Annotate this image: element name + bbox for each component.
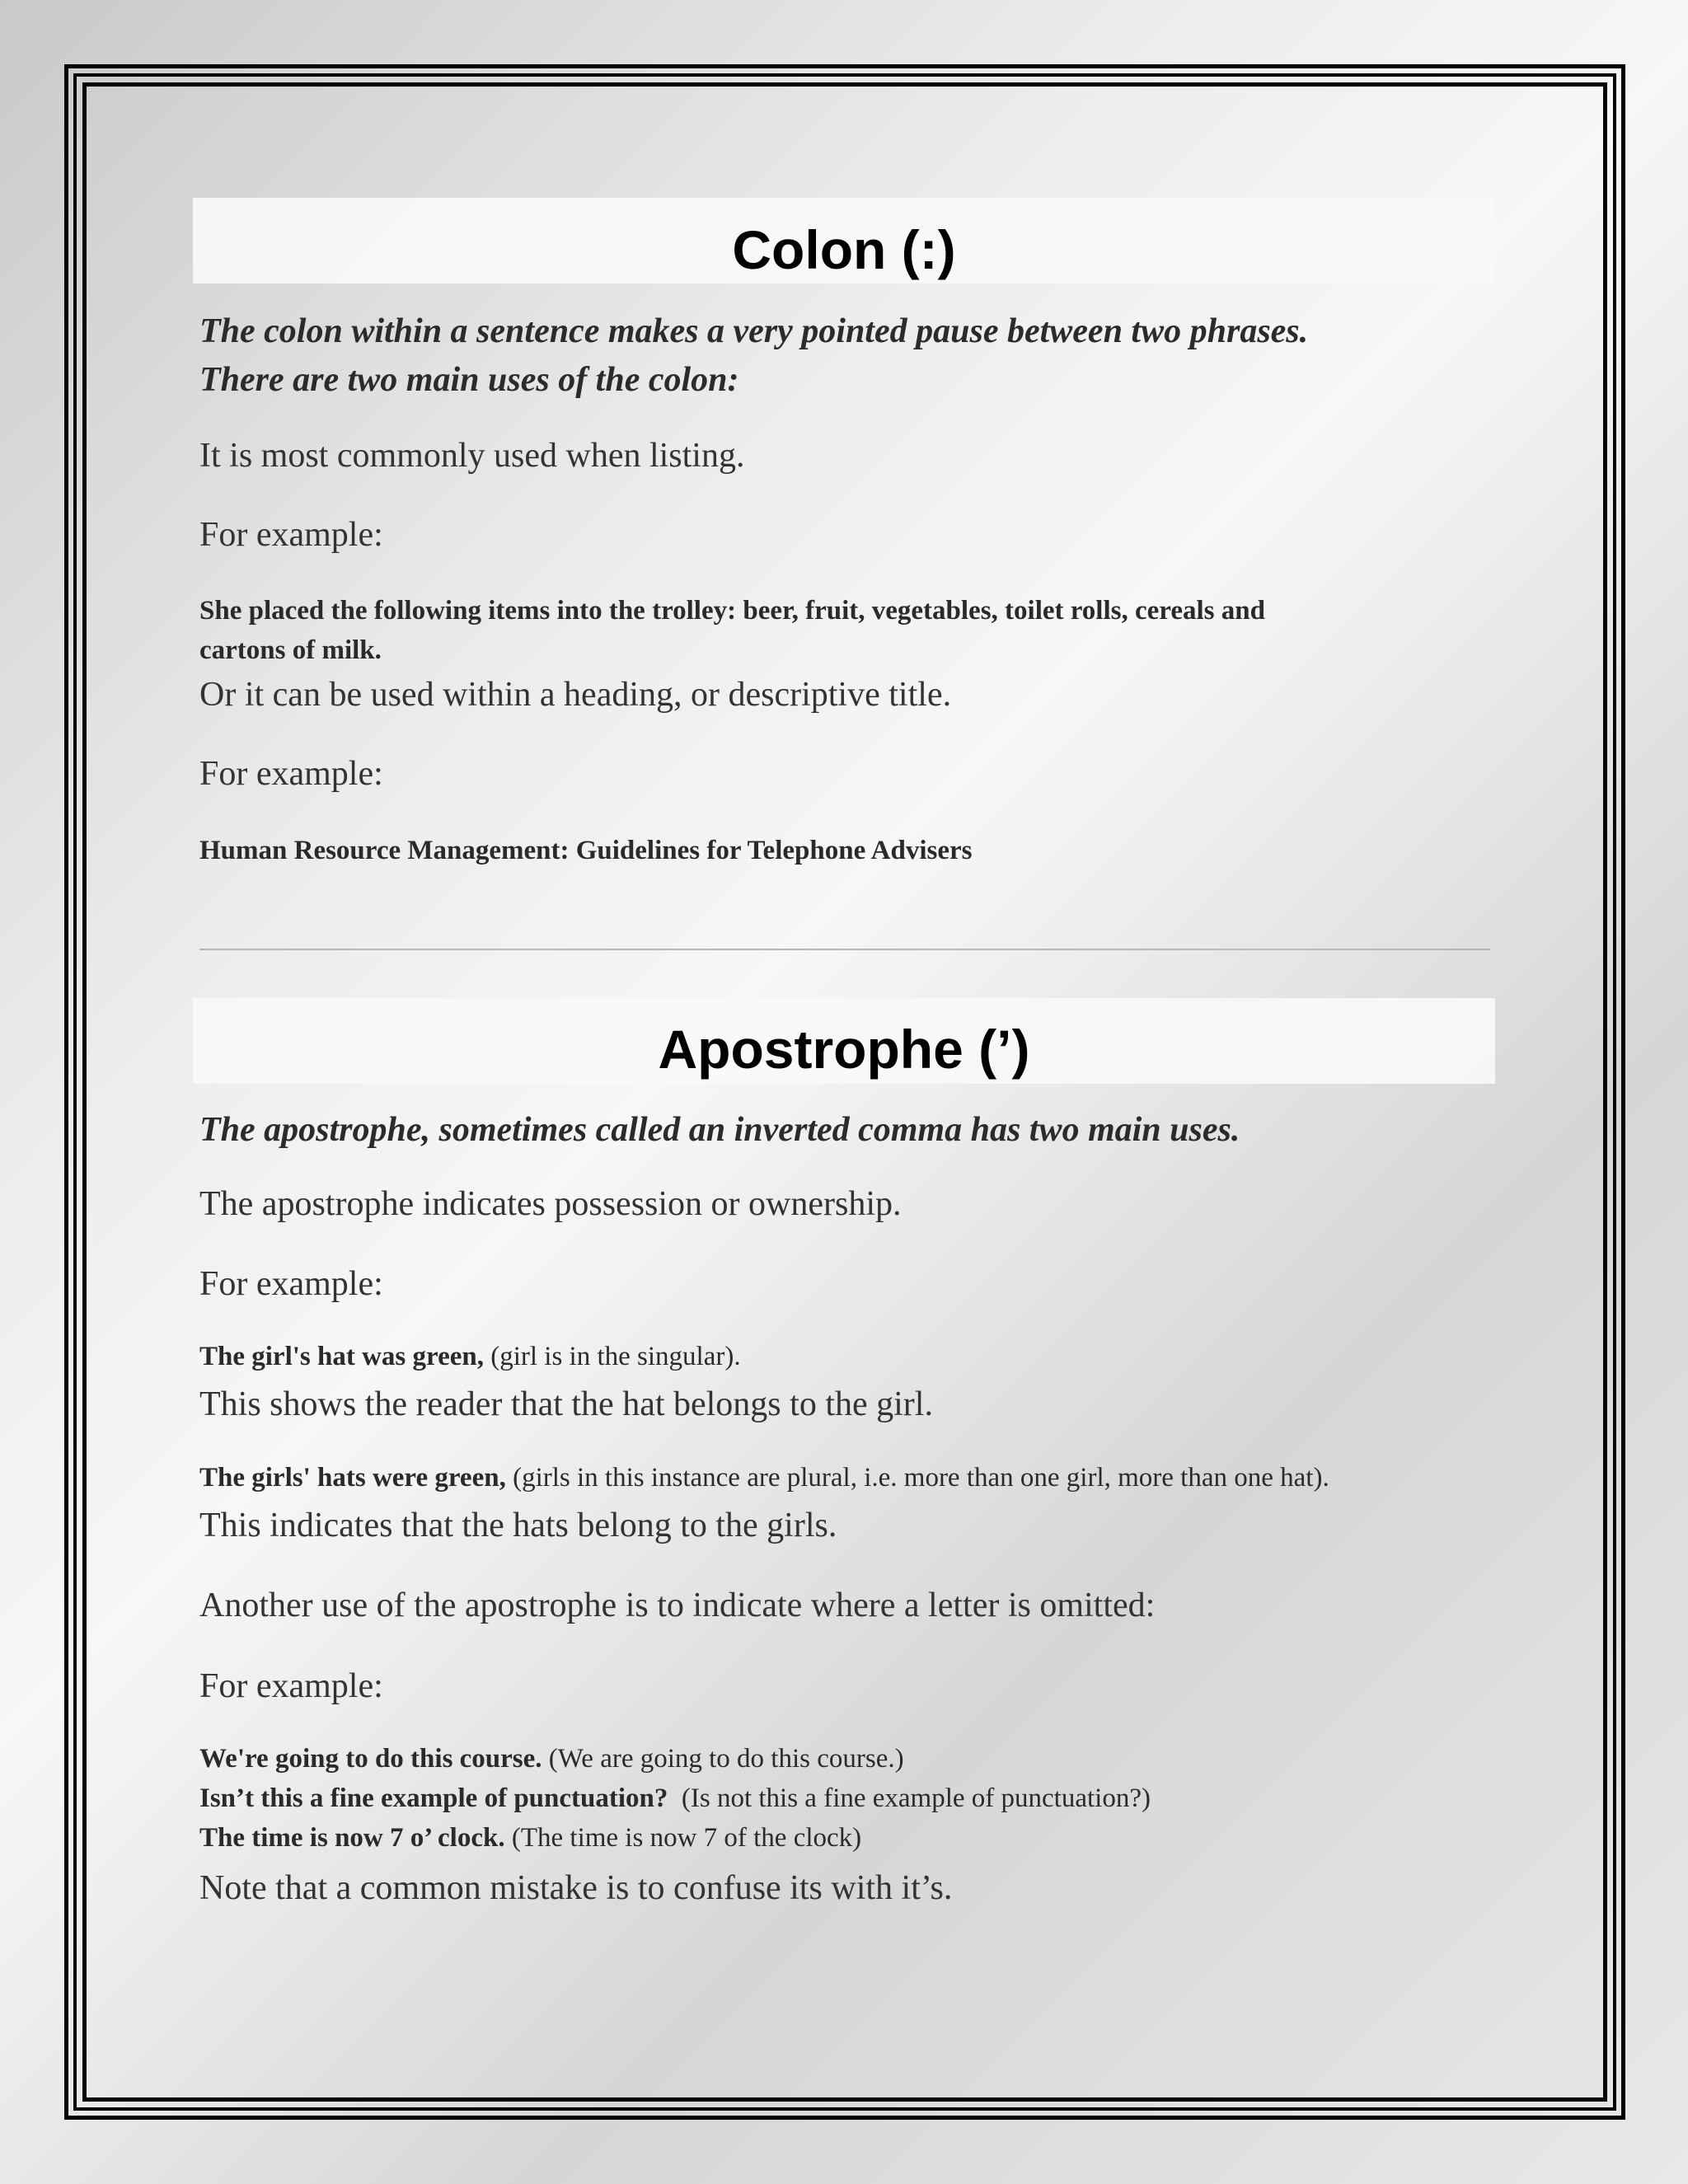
colon-intro-line-2: There are two main uses of the colon: <box>199 361 739 399</box>
colon-use-listing: It is most commonly used when listing. <box>199 437 745 475</box>
example-bold: The time is now 7 o’ clock. <box>199 1823 505 1853</box>
apostrophe-closing-note: Note that a common mistake is to confuse its with it’s. <box>199 1869 953 1907</box>
example-note: (Is not this a fine example of punctuation?) <box>668 1783 1151 1813</box>
colon-example-label-2: For example: <box>199 755 383 793</box>
section-divider <box>199 949 1490 950</box>
colon-heading: Colon (:) <box>732 219 956 280</box>
apostrophe-explain-plural: This indicates that the hats belong to the girls. <box>199 1507 837 1544</box>
colon-intro-line-1: The colon within a sentence makes a very pointed pause between two phrases. <box>199 312 1309 350</box>
apostrophe-intro: The apostrophe, sometimes called an inverted comma has two main uses. <box>199 1111 1240 1149</box>
colon-example-heading: Human Resource Management: Guidelines for Telephone Advisers <box>199 836 973 865</box>
colon-example-list-line-2: cartons of milk. <box>199 635 382 665</box>
apostrophe-explain-singular: This shows the reader that the hat belongs to the girl. <box>199 1385 933 1423</box>
apostrophe-example-singular <box>199 1343 741 1371</box>
apostrophe-example-plural <box>199 1465 1329 1492</box>
example-note: (The time is now 7 of the clock) <box>504 1823 862 1853</box>
apostrophe-example-label-2: For example: <box>199 1667 383 1705</box>
example-bold: The girl's hat was green, <box>199 1342 484 1371</box>
colon-use-heading: Or it can be used within a heading, or descriptive title. <box>199 676 952 714</box>
colon-example-list-line-1: She placed the following items into the trolley: beer, fruit, vegetables, toilet rolls, cereals and <box>199 596 1265 626</box>
example-bold: We're going to do this course. <box>199 1744 542 1774</box>
apostrophe-example-label-1: For example: <box>199 1265 383 1303</box>
apostrophe-omission-example-2 <box>199 1785 1151 1812</box>
apostrophe-use-omission: Another use of the apostrophe is to indicate where a letter is omitted: <box>199 1586 1156 1624</box>
apostrophe-use-possession: The apostrophe indicates possession or ownership. <box>199 1185 902 1223</box>
example-note: (girl is in the singular). <box>483 1342 741 1371</box>
example-note: (We are going to do this course.) <box>542 1744 904 1774</box>
apostrophe-omission-example-3 <box>199 1825 861 1852</box>
example-bold: The girls' hats were green, <box>199 1463 506 1493</box>
apostrophe-omission-example-1 <box>199 1746 904 1773</box>
example-note: (girls in this instance are plural, i.e. more than one girl, more than one hat). <box>505 1463 1329 1493</box>
apostrophe-heading: Apostrophe (’) <box>658 1019 1030 1080</box>
colon-example-label-1: For example: <box>199 516 383 554</box>
example-bold: Isn’t this a fine example of punctuation? <box>199 1783 668 1813</box>
